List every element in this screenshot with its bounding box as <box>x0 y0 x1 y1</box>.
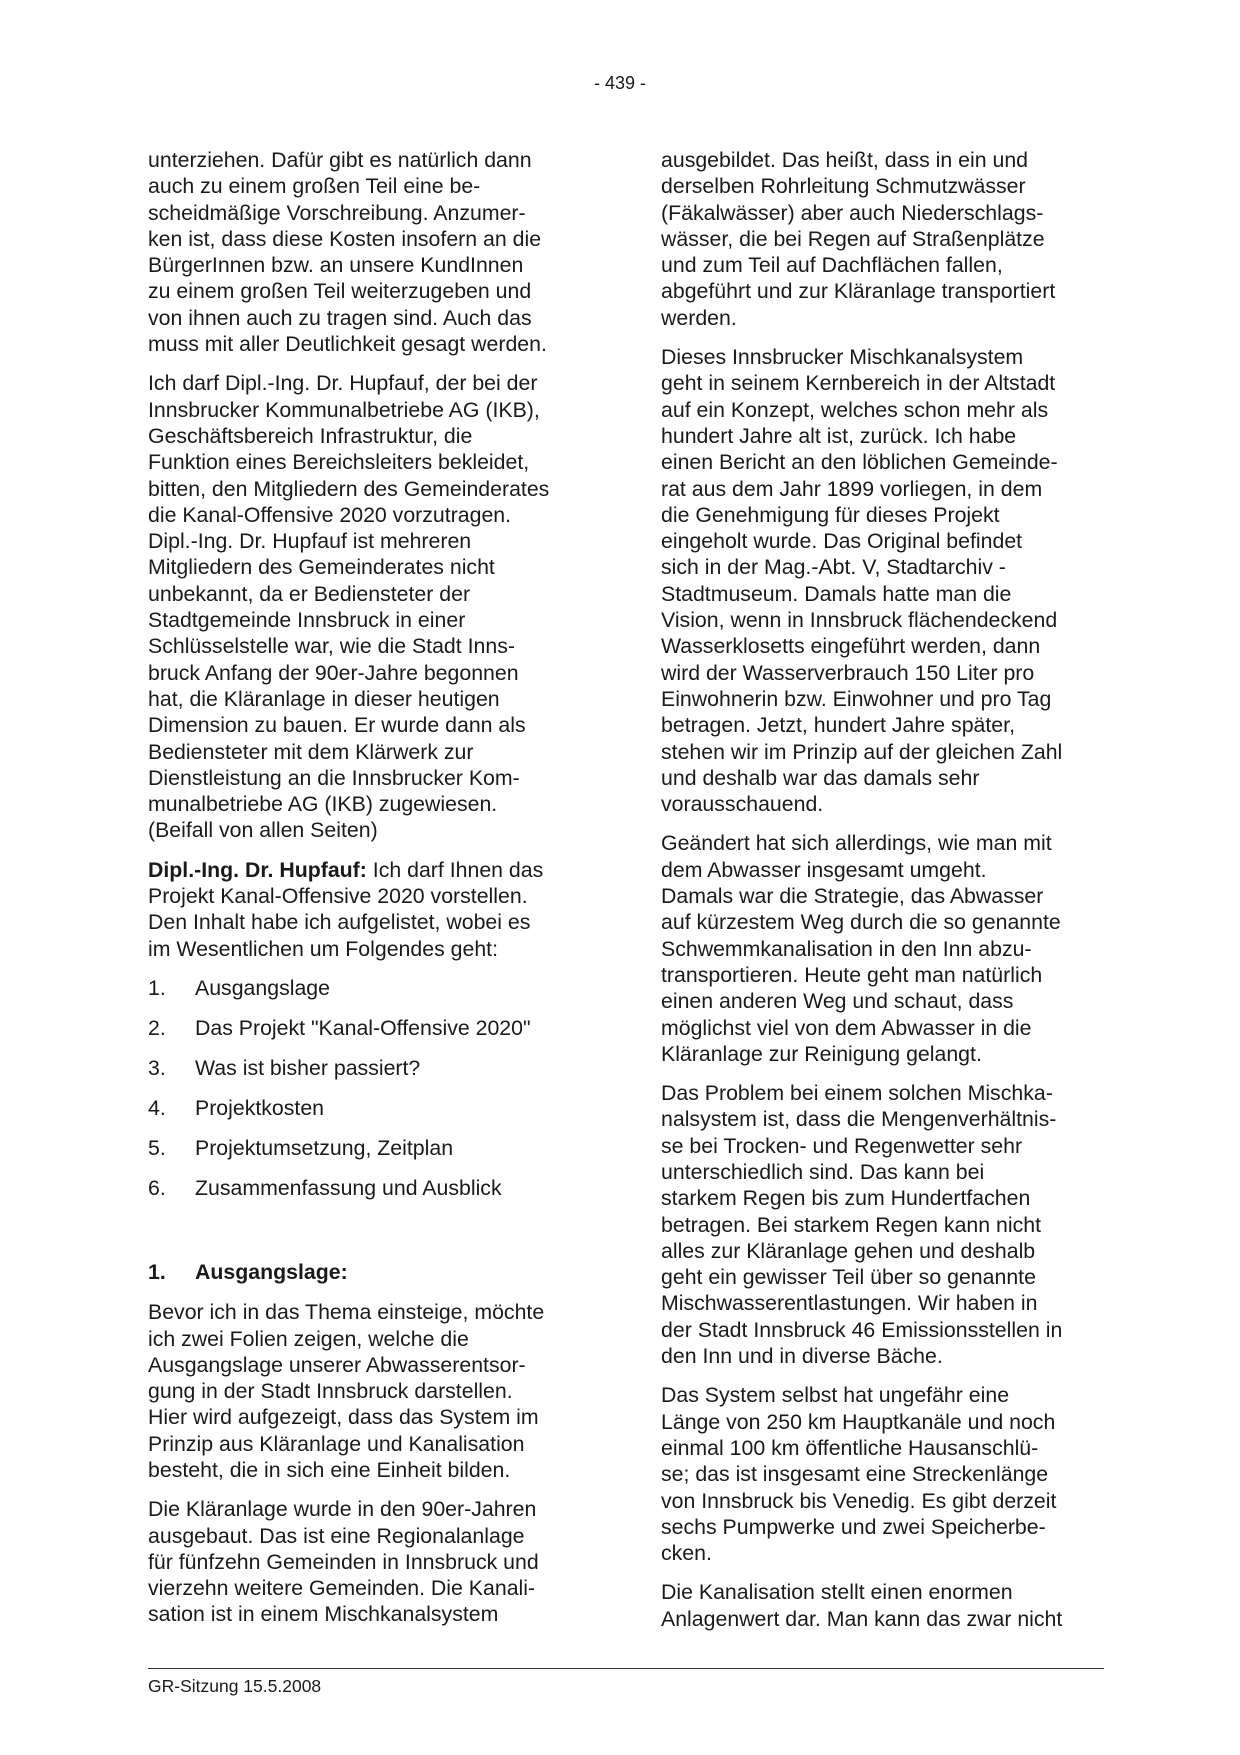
paragraph-line: Länge von 250 km Hauptkanäle und noch <box>661 1409 1056 1434</box>
footer-session-label: GR-Sitzung 15.5.2008 <box>148 1676 322 1696</box>
paragraph-line: und deshalb war das damals sehr <box>661 765 980 790</box>
paragraph-line: nalsystem ist, dass die Mengenverhältnis- <box>661 1107 1057 1132</box>
speaker-text: Ich darf Ihnen das <box>366 857 544 882</box>
paragraph-line: unterziehen. Dafür gibt es natürlich dann <box>148 148 532 172</box>
paragraph-line: einmal 100 km öffentliche Hausanschlü- <box>661 1435 1039 1460</box>
paragraph-line: Stadtgemeinde Innsbruck in einer <box>148 608 466 633</box>
paragraph-line: geht in seinem Kernbereich in der Altstadt <box>661 371 1056 396</box>
paragraph-line: betragen. Jetzt, hundert Jahre später, <box>661 713 1015 738</box>
paragraph-line <box>148 857 598 883</box>
paragraph <box>661 344 1101 817</box>
paragraph-line: Einwohnerin bzw. Einwohner und pro Tag <box>661 686 1052 711</box>
paragraph <box>661 830 1101 1067</box>
paragraph-line: Mitgliedern des Gemeinderates nicht <box>148 555 495 580</box>
paragraph-line: Ausgangslage unserer Abwasserentsor- <box>148 1352 526 1377</box>
paragraph-line: (Fäkalwässer) aber auch Niederschlags- <box>661 200 1044 225</box>
paragraph-line: Schwemmkanalisation in den Inn abzu- <box>661 936 1032 961</box>
list-item-text: Projektumsetzung, Zeitplan <box>195 1135 454 1160</box>
paragraph-line: der Stadt Innsbruck 46 Emissionsstellen in <box>661 1317 1063 1342</box>
paragraph-line: Die Kläranlage wurde in den 90er-Jahren <box>148 1497 537 1522</box>
paragraph-line: Dipl.-Ing. Dr. Hupfauf ist mehreren <box>148 529 472 554</box>
paragraph-line: Dienstleistung an die Innsbrucker Kom- <box>148 765 520 790</box>
paragraph-line: Anlagenwert dar. Man kann das zwar nicht <box>661 1606 1063 1631</box>
speaker-paragraph <box>148 857 598 962</box>
paragraph-line: Die Kanalisation stellt einen enormen <box>661 1580 1013 1605</box>
paragraph-line: Prinzip aus Kläranlage und Kanalisation <box>148 1431 525 1456</box>
paragraph-line: Ich darf Dipl.-Ing. Dr. Hupfauf, der bei der <box>148 371 538 396</box>
paragraph-line: besteht, die in sich eine Einheit bilden. <box>148 1457 511 1482</box>
paragraph-line: stehen wir im Prinzip auf der gleichen Zahl <box>661 739 1063 764</box>
paragraph-line: auch zu einem großen Teil eine be- <box>148 174 481 199</box>
paragraph-line: gung in der Stadt Innsbruck darstellen. <box>148 1379 513 1404</box>
paragraph-line: ken ist, dass diese Kosten insofern an die <box>148 226 542 251</box>
paragraph-line: unterschiedlich sind. Das kann bei <box>661 1159 985 1184</box>
paragraph-line: von Innsbruck bis Venedig. Es gibt derzeit <box>661 1488 1057 1513</box>
speaker-name: Dipl.-Ing. Dr. Hupfauf: <box>148 857 367 882</box>
paragraph-line: Stadtmuseum. Damals hatte man die <box>661 581 1012 606</box>
paragraph-line: wird der Wasserverbrauch 150 Liter pro <box>661 660 1035 685</box>
paragraph-line: vierzehn weitere Gemeinden. Die Kanali- <box>148 1576 536 1601</box>
paragraph-line: muss mit aller Deutlichkeit gesagt werden. <box>148 332 547 357</box>
paragraph-line: Dimension zu bauen. Er wurde dann als <box>148 713 526 738</box>
list-item <box>148 1095 598 1135</box>
paragraph-line: Den Inhalt habe ich aufgelistet, wobei es <box>148 910 531 935</box>
paragraph-line: ausgebaut. Das ist eine Regionalanlage <box>148 1523 525 1548</box>
paragraph-line: Das System selbst hat ungefähr eine <box>661 1383 1010 1408</box>
list-item-number: 6. <box>148 1175 166 1200</box>
paragraph-line: (Beifall von allen Seiten) <box>148 818 378 843</box>
paragraph-line: zu einem großen Teil weiterzugeben und <box>148 279 532 304</box>
paragraph-line: Kläranlage zur Reinigung gelangt. <box>661 1041 982 1066</box>
paragraph-line: möglichst viel von dem Abwasser in die <box>661 1015 1032 1040</box>
paragraph <box>661 147 1101 331</box>
paragraph-line: abgeführt und zur Kläranlage transportiert <box>661 279 1056 304</box>
paragraph-line: transportieren. Heute geht man natürlich <box>661 962 1043 987</box>
paragraph-line: Schlüsselstelle war, wie die Stadt Inns- <box>148 634 515 659</box>
paragraph-line: Vision, wenn in Innsbruck flächendeckend <box>661 608 1058 633</box>
paragraph-line: Geändert hat sich allerdings, wie man mit <box>661 831 1052 856</box>
paragraph-line: scheidmäßige Vorschreibung. Anzumer- <box>148 200 526 225</box>
list-item-text: Was ist bisher passiert? <box>195 1055 421 1080</box>
paragraph-line: bitten, den Mitgliedern des Gemeinderates <box>148 476 550 501</box>
list-item-number: 4. <box>148 1095 166 1120</box>
agenda-list <box>148 975 598 1215</box>
paragraph-line: wässer, die bei Regen auf Straßenplätze <box>661 226 1045 251</box>
paragraph-line: den Inn und in diverse Bäche. <box>661 1344 943 1369</box>
paragraph-line: se bei Trocken- und Regenwetter sehr <box>661 1133 1023 1158</box>
paragraph-line: Hier wird aufgezeigt, dass das System im <box>148 1405 539 1430</box>
list-item <box>148 1175 598 1215</box>
paragraph-line: eingeholt wurde. Das Original befindet <box>661 529 1023 554</box>
paragraph-continuation <box>148 883 598 962</box>
list-item <box>148 975 598 1015</box>
paragraph-line: hundert Jahre alt ist, zurück. Ich habe <box>661 423 1017 448</box>
paragraph <box>148 1496 598 1627</box>
paragraph-line: munalbetriebe AG (IKB) zugewiesen. <box>148 792 498 817</box>
section-title: Ausgangslage: <box>195 1259 348 1284</box>
paragraph <box>148 1299 598 1483</box>
paragraph-line: dem Abwasser insgesamt umgeht. <box>661 857 987 882</box>
list-item <box>148 1055 598 1095</box>
paragraph-line: vorausschauend. <box>661 792 824 817</box>
paragraph-line: ich zwei Folien zeigen, welche die <box>148 1326 469 1351</box>
paragraph-line: Projekt Kanal-Offensive 2020 vorstellen. <box>148 884 528 909</box>
paragraph <box>661 1080 1101 1369</box>
paragraph-line: Bediensteter mit dem Klärwerk zur <box>148 739 474 764</box>
paragraph-line: betragen. Bei starkem Regen kann nicht <box>661 1212 1042 1237</box>
paragraph-line: auf ein Konzept, welches schon mehr als <box>661 397 1049 422</box>
paragraph-line: Mischwasserentlastungen. Wir haben in <box>661 1291 1038 1316</box>
paragraph-line: derselben Rohrleitung Schmutzwässer <box>661 174 1026 199</box>
paragraph-line: se; das ist insgesamt eine Streckenlänge <box>661 1462 1049 1487</box>
paragraph-line: Bevor ich in das Thema einsteige, möchte <box>148 1300 545 1325</box>
paragraph-line: bruck Anfang der 90er-Jahre begonnen <box>148 660 519 685</box>
paragraph <box>661 1382 1101 1566</box>
paragraph-line: einen anderen Weg und schaut, dass <box>661 989 1014 1014</box>
list-item-text: Projektkosten <box>195 1095 325 1120</box>
paragraph-line: Dieses Innsbrucker Mischkanalsystem <box>661 345 1024 370</box>
paragraph-line: sich in der Mag.-Abt. V, Stadtarchiv - <box>661 555 1006 580</box>
paragraph-line: die Kanal-Offensive 2020 vorzutragen. <box>148 502 512 527</box>
paragraph-line: ausgebildet. Das heißt, dass in ein und <box>661 148 1029 172</box>
paragraph-line: von ihnen auch zu tragen sind. Auch das <box>148 305 532 330</box>
paragraph-line: einen Bericht an den löblichen Gemeinde- <box>661 450 1058 475</box>
left-column <box>148 147 598 1641</box>
paragraph-line: auf kürzestem Weg durch die so genannte <box>661 910 1061 935</box>
paragraph <box>661 1579 1101 1632</box>
list-item-text: Das Projekt "Kanal-Offensive 2020" <box>195 1015 531 1040</box>
footer-divider <box>148 1668 1104 1669</box>
paragraph-line: sechs Pumpwerke und zwei Speicherbe- <box>661 1514 1046 1539</box>
paragraph-line: rat aus dem Jahr 1899 vorliegen, in dem <box>661 476 1043 501</box>
paragraph-line: unbekannt, da er Bediensteter der <box>148 581 471 606</box>
list-item <box>148 1135 598 1175</box>
paragraph-line: Geschäftsbereich Infrastruktur, die <box>148 423 473 448</box>
paragraph-line: im Wesentlichen um Folgendes geht: <box>148 936 499 961</box>
section-heading <box>148 1259 598 1285</box>
paragraph-line: Funktion eines Bereichsleiters bekleidet, <box>148 450 530 475</box>
page-number: - 439 - <box>593 73 647 93</box>
paragraph-line: sation ist in einem Mischkanalsystem <box>148 1602 499 1627</box>
paragraph-line: Das Problem bei einem solchen Mischka- <box>661 1081 1053 1106</box>
list-item <box>148 1015 598 1055</box>
paragraph-line: BürgerInnen bzw. an unsere KundInnen <box>148 253 524 278</box>
paragraph-line: die Genehmigung für dieses Projekt <box>661 502 1000 527</box>
paragraph-line: alles zur Kläranlage gehen und deshalb <box>661 1238 1036 1263</box>
paragraph-line: geht ein gewisser Teil über so genannte <box>661 1265 1036 1290</box>
paragraph-line: starkem Regen bis zum Hundertfachen <box>661 1186 1031 1211</box>
list-item-text: Ausgangslage <box>195 975 330 1000</box>
list-item-number: 2. <box>148 1015 166 1040</box>
paragraph-line: Innsbrucker Kommunalbetriebe AG (IKB), <box>148 397 540 422</box>
list-item-number: 1. <box>148 975 166 1000</box>
paragraph-line: cken. <box>661 1541 712 1566</box>
list-item-number: 3. <box>148 1055 166 1080</box>
list-item-text: Zusammenfassung und Ausblick <box>195 1175 502 1200</box>
list-item-number: 5. <box>148 1135 166 1160</box>
paragraph <box>148 147 598 357</box>
paragraph-line: Wasserklosetts eingeführt werden, dann <box>661 634 1041 659</box>
paragraph-line: und zum Teil auf Dachflächen fallen, <box>661 253 1003 278</box>
right-column <box>661 147 1101 1645</box>
paragraph <box>148 370 598 843</box>
paragraph-line: hat, die Kläranlage in dieser heutigen <box>148 686 500 711</box>
paragraph-line: Damals war die Strategie, das Abwasser <box>661 884 1044 909</box>
paragraph-line: für fünfzehn Gemeinden in Innsbruck und <box>148 1549 539 1574</box>
paragraph-line: werden. <box>661 305 737 330</box>
section-number: 1. <box>148 1259 166 1284</box>
